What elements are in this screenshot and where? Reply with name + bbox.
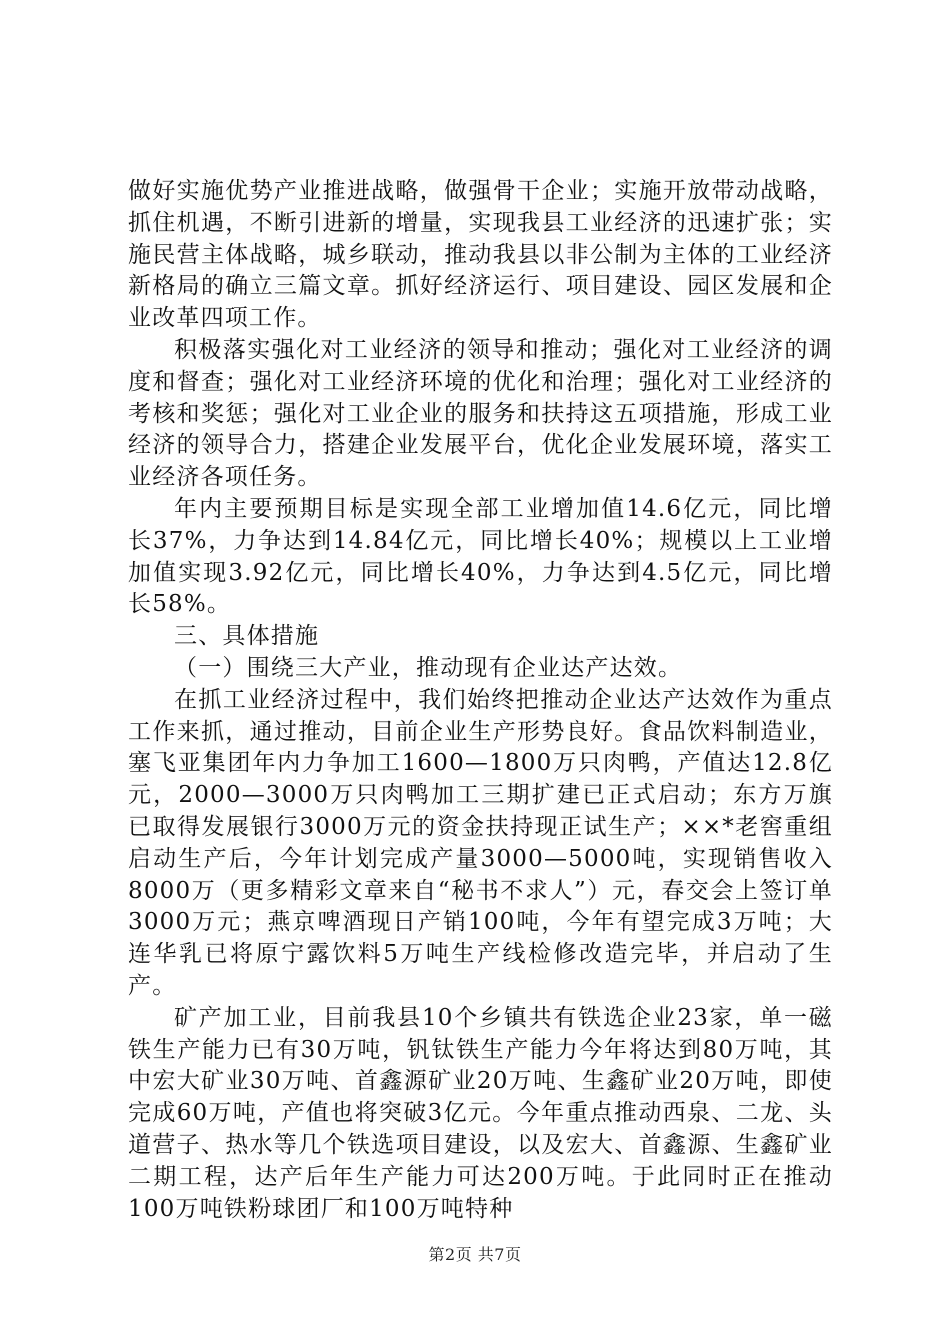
document-body (128, 176, 833, 1225)
subsection-heading: （一）围绕三大产业，推动现有企业达产达效。 (174, 654, 683, 681)
paragraph-mining-industry: 矿产加工业，目前我县10个乡镇共有铁选企业23家，单一磁铁生产能力已有30万吨，钒钛铁生产能力今年将达到80万吨，其中宏大矿业30万吨、首鑫源矿业20万吨、生鑫矿业20万吨，即使完成60万吨，产值也将突破3亿元。今年重点推动西泉、二龙、头道营子、热水等几个铁选项目建设，以及宏大、首鑫源、生鑫矿业二期工程，达产后年生产能力可达200万吨。于此同时正在推动100万吨铁粉球团厂和100万吨特种 (128, 1004, 833, 1222)
paragraph-food-industry: 在抓工业经济过程中，我们始终把推动企业达产达效作为重点工作来抓，通过推动，目前企业生产形势良好。食品饮料制造业，塞飞亚集团年内力争加工1600—1800万只肉鸭，产值达12.8亿元，2000—3000万只肉鸭加工三期扩建已正式启动；东方万旗已取得发展银行3000万元的资金扶持现正试生产；××*老窖重组启动生产后，今年计划完成产量3000—5000吨，实现销售收入8000万（更多精彩文章来自“秘书不求人”）元，春交会上签订单3000万元；燕京啤酒现日产销100吨，今年有望完成3万吨；大连华乳已将原宁露饮料5万吨生产线检修改造完毕，并启动了生产。 (128, 686, 833, 999)
section-heading: 三、具体措施 (174, 623, 320, 650)
paragraph-measures: 积极落实强化对工业经济的领导和推动；强化对工业经济的调度和督查；强化对工业经济环境的优化和治理；强化对工业经济的考核和奖惩；强化对工业企业的服务和扶持这五项措施，形成工业经济的领导合力，搭建企业发展平台，优化企业发展环境，落实工业经济各项任务。 (128, 336, 833, 491)
paragraph-targets: 年内主要预期目标是实现全部工业增加值14.6亿元，同比增长37%，力争达到14.84亿元，同比增长40%；规模以上工业增加值实现3.92亿元，同比增长40%，力争达到4.5亿元，同比增长58%。 (128, 495, 833, 618)
page-footer: 第2页 共7页 (428, 1245, 522, 1264)
paragraph-strategy: 做好实施优势产业推进战略，做强骨干企业；实施开放带动战略，抓住机遇，不断引进新的增量，实现我县工业经济的迅速扩张；实施民营主体战略，城乡联动，推动我县以非公制为主体的工业经济新格局的确立三篇文章。抓好经济运行、项目建设、园区发展和企业改革四项工作。 (128, 178, 833, 332)
